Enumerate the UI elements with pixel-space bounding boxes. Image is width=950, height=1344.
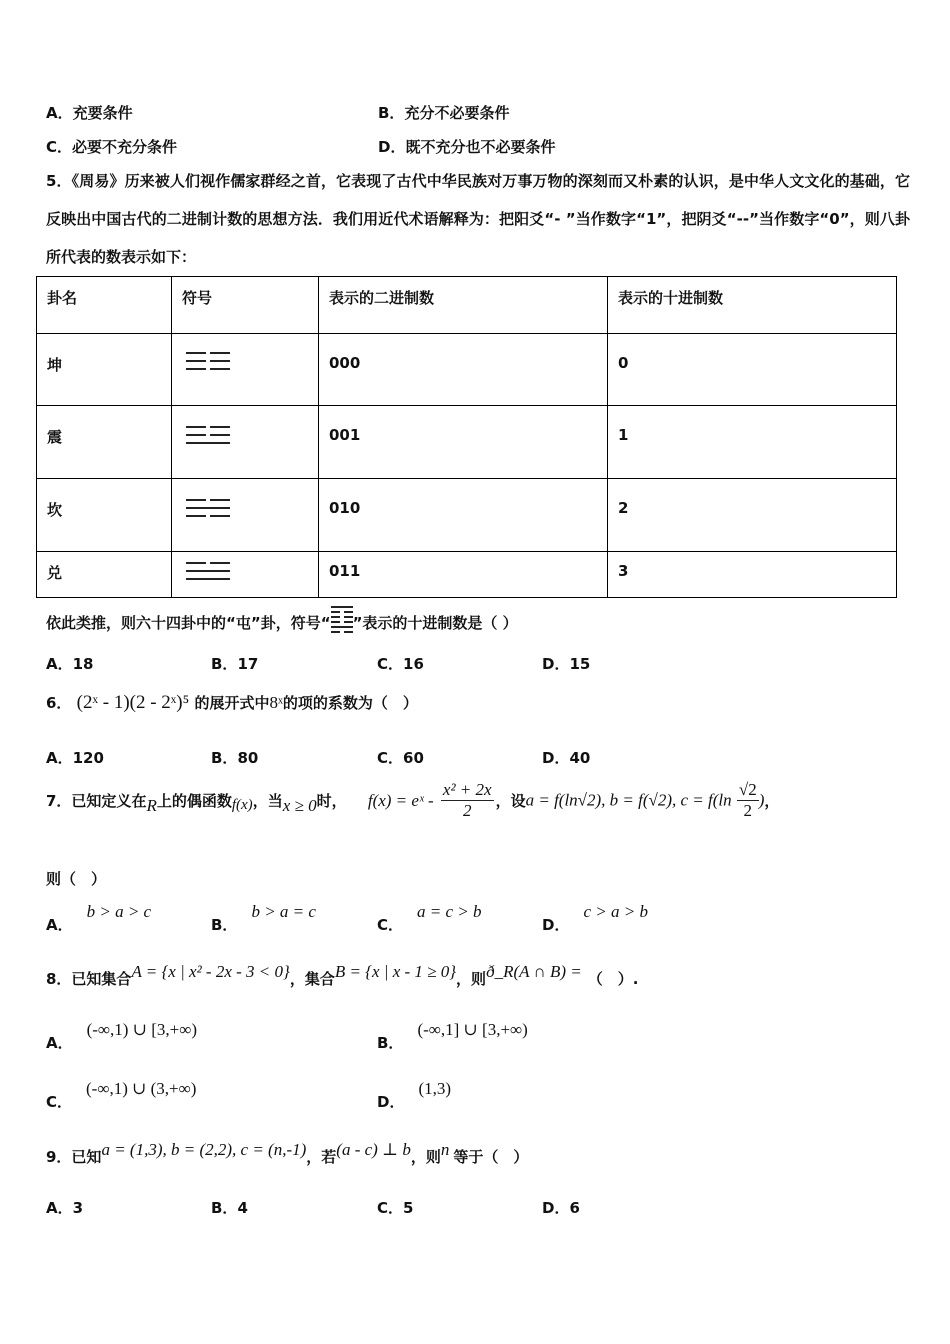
- bagua-table: [36, 276, 897, 598]
- q7-option-b: B．b > a = c: [211, 902, 316, 934]
- table-header: 符号: [172, 277, 319, 334]
- q6-term: 8ˣ: [269, 693, 283, 712]
- gua-decimal: 1: [608, 406, 897, 479]
- gua-name: 坤: [37, 334, 172, 406]
- q6-option-d: D．40: [542, 749, 591, 767]
- gua-decimal: 0: [608, 334, 897, 406]
- gua-binary: 000: [319, 334, 608, 406]
- q5-option-d: D．15: [542, 655, 591, 673]
- q6-expression: (2ˣ - 1)(2 - 2ˣ)⁵: [76, 692, 190, 713]
- gua-name: 兑: [37, 552, 172, 598]
- gua-name: 震: [37, 406, 172, 479]
- q8-option-a: A．(-∞,1) ∪ [3,+∞): [46, 1020, 197, 1052]
- q7-stem: 7．已知定义在R上的偶函数f(x)，当x ≥ 0时， f(x) = eˣ - $\frac{\text{x² + 2x}}{2}$ ，设a = f(ln√2), b = f(√2), c = f(ln $\frac{√2}{2}$ )，: [46, 780, 780, 820]
- q7-option-a: A．b > a > c: [46, 902, 152, 934]
- q5-followup: 依此类推，则六十四卦中的“屯”卦，符号“ ”表示的十进制数是（ ）: [46, 606, 518, 636]
- gua-symbol-zhen: [172, 406, 319, 479]
- gua-name: 坎: [37, 479, 172, 552]
- q5-option-a: A．18: [46, 655, 94, 673]
- q4-option-a: A．充要条件: [46, 104, 133, 122]
- q4-option-d: D．既不充分也不必要条件: [378, 138, 556, 156]
- q4-option-c: C．必要不充分条件: [46, 138, 178, 156]
- q8-stem: 8．已知集合A = {x | x² - 2x - 3 < 0}，集合B = {x | x - 1 ≥ 0}，则ð_R(A ∩ B) = （ ）.: [46, 962, 639, 988]
- table-row: [37, 552, 897, 598]
- q9-stem: 9．已知a = (1,3), b = (2,2), c = (n,-1)，若(a - c) ⊥ b，则n 等于（ ）: [46, 1140, 529, 1166]
- q6-option-b: B．80: [211, 749, 259, 767]
- gua-binary: 011: [319, 552, 608, 598]
- table-header: 表示的二进制数: [319, 277, 608, 334]
- q9-option-a: A．3: [46, 1199, 84, 1217]
- gua-symbol-kun: [172, 334, 319, 406]
- q7-option-c: C．a = c > b: [377, 902, 482, 934]
- q4-option-b: B．充分不必要条件: [378, 104, 510, 122]
- q5-text: 5．《周易》历来被人们视作儒家群经之首，它表现了古代中华民族对万事万物的深刻而又朴素的认识，是中华人文文化的基础，它反映出中国古代的二进制计数的思想方法．我们用近代术语解释为：把阳爻“- ”当作数字“1”，把阴爻“--”当作数字“0”，则八卦所代表的数表示如下：: [46, 172, 910, 266]
- q5-option-c: C．16: [377, 655, 424, 673]
- table-header: 表示的十进制数: [608, 277, 897, 334]
- table-header: 卦名: [37, 277, 172, 334]
- gua-decimal: 3: [608, 552, 897, 598]
- table-row: [37, 479, 897, 552]
- q7-ask: 则（ ）: [46, 870, 107, 888]
- gua-symbol-dui: [172, 552, 319, 598]
- gua-symbol-kan: [172, 479, 319, 552]
- gua-decimal: 2: [608, 479, 897, 552]
- q6-option-a: A．120: [46, 749, 104, 767]
- q6-stem: 6． (2ˣ - 1)(2 - 2ˣ)⁵ 的展开式中8ˣ的项的系数为（ ）: [46, 692, 418, 713]
- q8-option-b: B．(-∞,1] ∪ [3,+∞): [377, 1020, 528, 1052]
- table-row: [37, 406, 897, 479]
- gua-binary: 010: [319, 479, 608, 552]
- q7-option-d: D．c > a > b: [542, 902, 648, 934]
- gua-binary: 001: [319, 406, 608, 479]
- table-row: [37, 334, 897, 406]
- q6-option-c: C．60: [377, 749, 424, 767]
- q5-option-b: B．17: [211, 655, 259, 673]
- tun-hexagram-icon: [331, 606, 353, 636]
- q9-option-b: B．4: [211, 1199, 248, 1217]
- q8-option-c: C．(-∞,1) ∪ (3,+∞): [46, 1079, 197, 1111]
- q8-option-d: D．(1,3): [377, 1079, 452, 1111]
- q9-option-c: C．5: [377, 1199, 414, 1217]
- q9-option-d: D．6: [542, 1199, 580, 1217]
